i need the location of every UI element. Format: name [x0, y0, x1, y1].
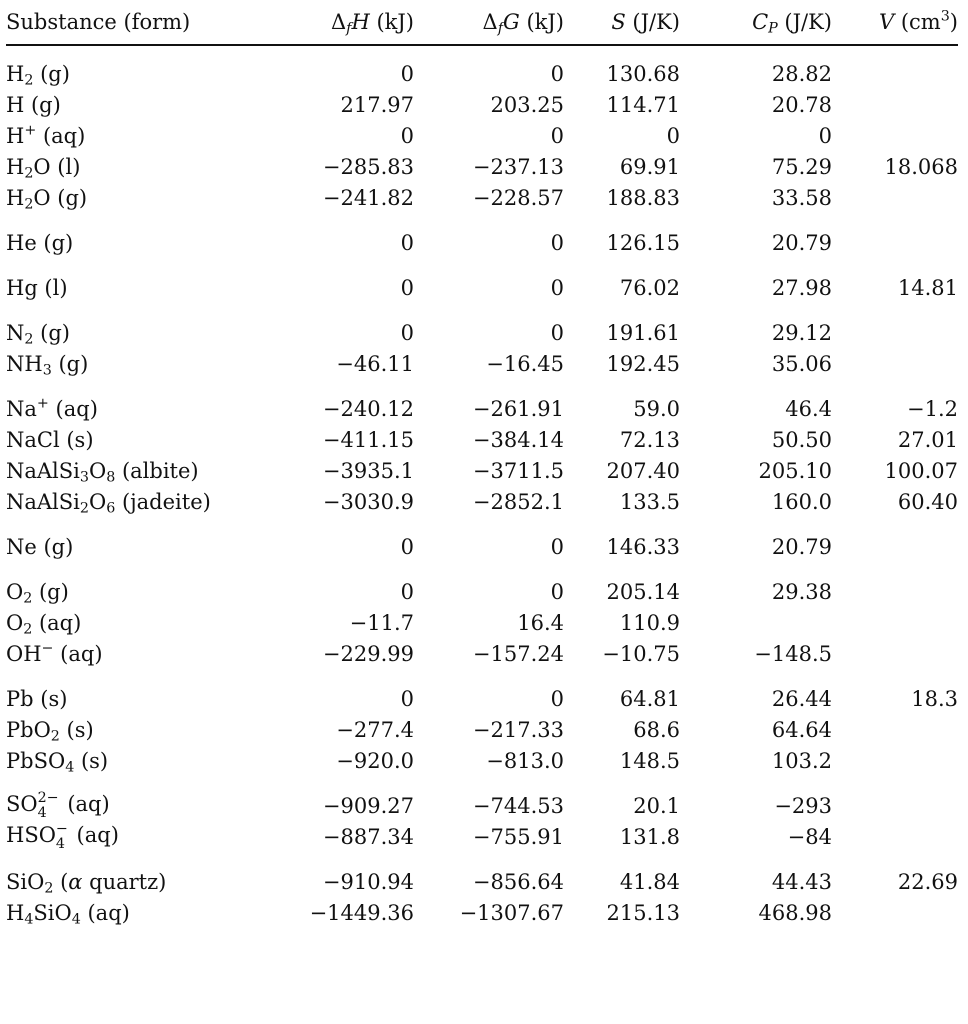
- formula-part: α: [68, 869, 83, 894]
- gibbs-energy-of-formation-cell: 0: [550, 686, 564, 711]
- formula-part: NaCl (s): [6, 427, 94, 452]
- enthalpy-of-formation-cell: −285.83: [322, 154, 414, 179]
- molar-volume-cell: [840, 745, 958, 776]
- table-row: [6, 455, 958, 486]
- formula-part: (g): [33, 61, 70, 86]
- header-gibbs-energy-of-formation: $\Delta_fG$ (kJ): [414, 0, 564, 45]
- formula-part: Ne (g): [6, 534, 74, 559]
- gibbs-energy-of-formation-cell: 0: [550, 320, 564, 345]
- enthalpy-of-formation-cell: 0: [400, 61, 414, 86]
- table-row: [6, 897, 958, 928]
- entropy-cell: 72.13: [619, 427, 680, 452]
- molar-volume-cell: [840, 89, 958, 120]
- table-row: [6, 379, 958, 424]
- enthalpy-of-formation-cell: −910.94: [322, 869, 414, 894]
- formula-part: 2: [24, 196, 34, 213]
- formula-part: 2: [24, 165, 34, 182]
- gibbs-energy-of-formation-cell: −157.24: [472, 641, 564, 666]
- entropy-cell: 76.02: [619, 275, 680, 300]
- formula-part: (g): [33, 320, 70, 345]
- formula-part: (s): [59, 717, 94, 742]
- molar-volume-cell: 22.69: [897, 869, 958, 894]
- formula-part: O: [6, 610, 24, 635]
- formula-part: O (l): [33, 154, 81, 179]
- gibbs-energy-of-formation-cell: 0: [550, 534, 564, 559]
- gibbs-energy-of-formation-cell: 0: [550, 230, 564, 255]
- count-subscript: 4: [37, 804, 47, 821]
- formula-part: (s): [74, 748, 109, 773]
- formula-part: (aq): [36, 123, 86, 148]
- formula-part: 2: [24, 72, 34, 89]
- gibbs-energy-of-formation-cell: 0: [550, 275, 564, 300]
- formula-part: O: [88, 489, 107, 514]
- entropy-cell: 114.71: [606, 92, 680, 117]
- substance-cell: [6, 213, 268, 258]
- table-row: [6, 213, 958, 258]
- heat-capacity-cell: 29.38: [771, 579, 832, 604]
- entropy-cell: 130.68: [606, 61, 680, 86]
- substance-cell: [6, 45, 268, 89]
- table-row: [6, 120, 958, 151]
- formula-part: OH: [6, 641, 42, 666]
- formula-part: (aq): [69, 823, 119, 847]
- substance-cell: [6, 303, 268, 348]
- substance-cell: [6, 897, 268, 928]
- heat-capacity-cell: 46.4: [785, 396, 832, 421]
- table-row: [6, 852, 958, 897]
- gibbs-energy-of-formation-cell: −755.91: [472, 824, 564, 849]
- formula-part: HSO: [6, 823, 56, 847]
- entropy-cell: 68.6: [633, 717, 680, 742]
- formula-part: O (g): [33, 185, 88, 210]
- molar-volume-cell: [840, 120, 958, 151]
- gibbs-energy-of-formation-cell: 0: [550, 579, 564, 604]
- formula-part: (aq): [60, 792, 110, 816]
- formula-part: 4: [71, 911, 81, 928]
- heat-capacity-cell: 103.2: [771, 748, 832, 773]
- substance-cell: [6, 852, 268, 897]
- gibbs-energy-of-formation-cell: −384.14: [472, 427, 564, 452]
- table-row: [6, 486, 958, 517]
- entropy-cell: 110.9: [619, 610, 680, 635]
- enthalpy-of-formation-cell: −241.82: [322, 185, 414, 210]
- gibbs-energy-of-formation-cell: −237.13: [472, 154, 564, 179]
- gibbs-energy-of-formation-cell: −813.0: [486, 748, 564, 773]
- table-row: [6, 669, 958, 714]
- formula-part: +: [24, 121, 37, 138]
- heat-capacity-cell: −84: [787, 824, 832, 849]
- molar-volume-cell: 60.40: [897, 489, 958, 514]
- formula-part: H: [6, 154, 25, 179]
- table-row: [6, 348, 958, 379]
- header-row: [6, 0, 958, 45]
- formula-part: PbSO: [6, 748, 66, 773]
- table-row: [6, 182, 958, 213]
- formula-part: 2: [44, 880, 54, 897]
- formula-part: (g): [51, 351, 89, 376]
- gibbs-energy-of-formation-cell: −744.53: [472, 793, 564, 818]
- table-row: [6, 303, 958, 348]
- molar-volume-cell: [840, 45, 958, 89]
- formula-part: [38, 791, 59, 820]
- formula-part: O: [88, 458, 107, 483]
- formula-part: (aq): [48, 396, 98, 421]
- heat-capacity-cell: 27.98: [771, 275, 832, 300]
- formula-part: (g): [32, 579, 69, 604]
- enthalpy-of-formation-cell: −277.4: [336, 717, 414, 742]
- entropy-cell: 205.14: [606, 579, 680, 604]
- formula-part: 2: [23, 621, 33, 638]
- enthalpy-of-formation-cell: −1449.36: [309, 900, 414, 925]
- table-row: [6, 607, 958, 638]
- heat-capacity-cell: 20.79: [771, 534, 832, 559]
- formula-part: SiO: [6, 869, 45, 894]
- enthalpy-of-formation-cell: −920.0: [336, 748, 414, 773]
- molar-volume-cell: [840, 517, 958, 562]
- heat-capacity-cell: 20.79: [771, 230, 832, 255]
- formula-part: (aq): [53, 641, 103, 666]
- formula-part: Na: [6, 396, 37, 421]
- substance-cell: [6, 607, 268, 638]
- molar-volume-cell: [840, 213, 958, 258]
- molar-volume-cell: [840, 821, 958, 852]
- molar-volume-cell: [840, 714, 958, 745]
- formula-part: 8: [106, 469, 116, 486]
- substance-cell: [6, 379, 268, 424]
- heat-capacity-cell: 33.58: [771, 185, 832, 210]
- table-row: [6, 714, 958, 745]
- substance-cell: [6, 258, 268, 303]
- entropy-cell: −10.75: [602, 641, 680, 666]
- molar-volume-cell: 18.068: [884, 154, 958, 179]
- formula-part: (: [53, 869, 69, 894]
- formula-part: H: [6, 185, 25, 210]
- substance-cell: [6, 562, 268, 607]
- enthalpy-of-formation-cell: −411.15: [322, 427, 414, 452]
- count-subscript: 4: [55, 835, 65, 852]
- formula-part: SO: [6, 792, 38, 816]
- formula-part: H: [6, 900, 25, 925]
- formula-part: NH: [6, 351, 43, 376]
- gibbs-energy-of-formation-cell: −16.45: [486, 351, 564, 376]
- heat-capacity-cell: 50.50: [771, 427, 832, 452]
- molar-volume-cell: [840, 897, 958, 928]
- entropy-cell: 41.84: [619, 869, 680, 894]
- substance-cell: [6, 776, 268, 821]
- molar-volume-cell: [840, 776, 958, 821]
- substance-cell: [6, 745, 268, 776]
- substance-cell: [6, 424, 268, 455]
- gibbs-energy-of-formation-cell: −3711.5: [472, 458, 564, 483]
- entropy-cell: 191.61: [606, 320, 680, 345]
- formula-part: 4: [65, 759, 75, 776]
- entropy-cell: 20.1: [633, 793, 680, 818]
- heat-capacity-cell: 0: [818, 123, 832, 148]
- enthalpy-of-formation-cell: −887.34: [322, 824, 414, 849]
- heat-capacity-cell: 35.06: [771, 351, 832, 376]
- gibbs-energy-of-formation-cell: −856.64: [472, 869, 564, 894]
- heat-capacity-cell: 26.44: [771, 686, 832, 711]
- table-header: [6, 0, 958, 45]
- substance-cell: [6, 348, 268, 379]
- formula-part: 3: [42, 362, 52, 379]
- heat-capacity-cell: −148.5: [754, 641, 832, 666]
- substance-cell: [6, 455, 268, 486]
- enthalpy-of-formation-cell: −11.7: [349, 610, 414, 635]
- table-row: [6, 776, 958, 821]
- formula-part: quartz): [82, 869, 167, 894]
- heat-capacity-cell: 160.0: [771, 489, 832, 514]
- substance-cell: [6, 714, 268, 745]
- table-row: [6, 745, 958, 776]
- heat-capacity-cell: 29.12: [771, 320, 832, 345]
- enthalpy-of-formation-cell: −3935.1: [322, 458, 414, 483]
- formula-part: NaAlSi: [6, 458, 80, 483]
- substance-cell: [6, 486, 268, 517]
- formula-part: (albite): [115, 458, 199, 483]
- enthalpy-of-formation-cell: −46.11: [336, 351, 414, 376]
- molar-volume-cell: [840, 562, 958, 607]
- enthalpy-of-formation-cell: 0: [400, 534, 414, 559]
- entropy-cell: 59.0: [633, 396, 680, 421]
- formula-part: 2: [50, 728, 60, 745]
- table-row: [6, 821, 958, 852]
- entropy-cell: 207.40: [606, 458, 680, 483]
- table-row: [6, 562, 958, 607]
- charge-superscript: −: [55, 821, 68, 838]
- entropy-cell: 133.5: [619, 489, 680, 514]
- gibbs-energy-of-formation-cell: 203.25: [490, 92, 564, 117]
- gibbs-energy-of-formation-cell: −1307.67: [459, 900, 564, 925]
- heat-capacity-cell: 75.29: [771, 154, 832, 179]
- formula-part: 4: [24, 911, 34, 928]
- charge-superscript: 2−: [37, 790, 59, 807]
- formula-part: SiO: [33, 900, 72, 925]
- formula-part: 3: [79, 469, 89, 486]
- heat-capacity-cell: −293: [774, 793, 832, 818]
- entropy-cell: 126.15: [606, 230, 680, 255]
- entropy-cell: 188.83: [606, 185, 680, 210]
- formula-part: He (g): [6, 230, 74, 255]
- enthalpy-of-formation-cell: 0: [400, 123, 414, 148]
- table-row: [6, 258, 958, 303]
- formula-part: O: [6, 579, 24, 604]
- gibbs-energy-of-formation-cell: −217.33: [472, 717, 564, 742]
- entropy-cell: 192.45: [606, 351, 680, 376]
- molar-volume-cell: [840, 607, 958, 638]
- substance-cell: [6, 120, 268, 151]
- formula-part: 2: [24, 331, 34, 348]
- molar-volume-cell: [840, 303, 958, 348]
- enthalpy-of-formation-cell: 0: [400, 320, 414, 345]
- formula-part: 2: [23, 590, 33, 607]
- entropy-cell: 146.33: [606, 534, 680, 559]
- header-molar-volume: V $(cm^3)$: [840, 0, 958, 45]
- enthalpy-of-formation-cell: −909.27: [322, 793, 414, 818]
- gibbs-energy-of-formation-cell: 16.4: [517, 610, 564, 635]
- table-body: [6, 45, 958, 928]
- molar-volume-cell: [840, 348, 958, 379]
- header-enthalpy-of-formation: $\Delta_fH$ (kJ): [268, 0, 414, 45]
- gibbs-energy-of-formation-cell: 0: [550, 61, 564, 86]
- formula-part: [56, 822, 68, 851]
- gibbs-energy-of-formation-cell: −2852.1: [472, 489, 564, 514]
- table-row: [6, 45, 958, 89]
- gibbs-energy-of-formation-cell: 0: [550, 123, 564, 148]
- header-substance: Substance (form): [6, 0, 268, 45]
- formula-part: NaAlSi: [6, 489, 80, 514]
- entropy-cell: 0: [666, 123, 680, 148]
- heat-capacity-cell: 44.43: [771, 869, 832, 894]
- heat-capacity-cell: 468.98: [758, 900, 832, 925]
- molar-volume-cell: 18.3: [911, 686, 958, 711]
- formula-part: H (g): [6, 92, 61, 117]
- enthalpy-of-formation-cell: 0: [400, 275, 414, 300]
- molar-volume-cell: 27.01: [897, 427, 958, 452]
- enthalpy-of-formation-cell: −240.12: [322, 396, 414, 421]
- gibbs-energy-of-formation-cell: −228.57: [472, 185, 564, 210]
- enthalpy-of-formation-cell: −3030.9: [322, 489, 414, 514]
- heat-capacity-cell: 20.78: [771, 92, 832, 117]
- formula-part: (aq): [32, 610, 82, 635]
- molar-volume-cell: 14.81: [897, 275, 958, 300]
- formula-part: H: [6, 123, 25, 148]
- heat-capacity-cell: [690, 607, 840, 638]
- formula-part: +: [36, 394, 49, 411]
- entropy-cell: 131.8: [619, 824, 680, 849]
- substance-cell: [6, 638, 268, 669]
- entropy-cell: 64.81: [619, 686, 680, 711]
- enthalpy-of-formation-cell: −229.99: [322, 641, 414, 666]
- formula-part: H: [6, 61, 25, 86]
- formula-part: Pb (s): [6, 686, 68, 711]
- substance-cell: [6, 517, 268, 562]
- formula-part: (aq): [80, 900, 130, 925]
- molar-volume-cell: [840, 182, 958, 213]
- table-row: [6, 151, 958, 182]
- table-row: [6, 517, 958, 562]
- substance-cell: [6, 669, 268, 714]
- formula-part: N: [6, 320, 25, 345]
- enthalpy-of-formation-cell: 217.97: [340, 92, 414, 117]
- table-row: [6, 638, 958, 669]
- heat-capacity-cell: 28.82: [771, 61, 832, 86]
- heat-capacity-cell: 205.10: [758, 458, 832, 483]
- substance-cell: [6, 821, 268, 852]
- table-row: [6, 89, 958, 120]
- entropy-cell: 215.13: [606, 900, 680, 925]
- entropy-cell: 148.5: [619, 748, 680, 773]
- header-entropy: S (J/K): [564, 0, 690, 45]
- molar-volume-cell: −1.2: [907, 396, 958, 421]
- formula-part: 6: [106, 500, 116, 517]
- molar-volume-cell: 100.07: [884, 458, 958, 483]
- substance-cell: [6, 151, 268, 182]
- enthalpy-of-formation-cell: 0: [400, 686, 414, 711]
- header-heat-capacity: $C_P$ (J/K): [690, 0, 840, 45]
- substance-cell: [6, 89, 268, 120]
- molar-volume-cell: [840, 638, 958, 669]
- enthalpy-of-formation-cell: 0: [400, 579, 414, 604]
- formula-part: PbO: [6, 717, 51, 742]
- table-row: [6, 424, 958, 455]
- substance-cell: [6, 182, 268, 213]
- formula-part: Hg (l): [6, 275, 68, 300]
- formula-part: −: [41, 639, 54, 656]
- heat-capacity-cell: 64.64: [771, 717, 832, 742]
- enthalpy-of-formation-cell: 0: [400, 230, 414, 255]
- thermodynamic-data-table: [6, 0, 958, 928]
- gibbs-energy-of-formation-cell: −261.91: [472, 396, 564, 421]
- entropy-cell: 69.91: [619, 154, 680, 179]
- formula-part: 2: [79, 500, 89, 517]
- formula-part: (jadeite): [115, 489, 211, 514]
